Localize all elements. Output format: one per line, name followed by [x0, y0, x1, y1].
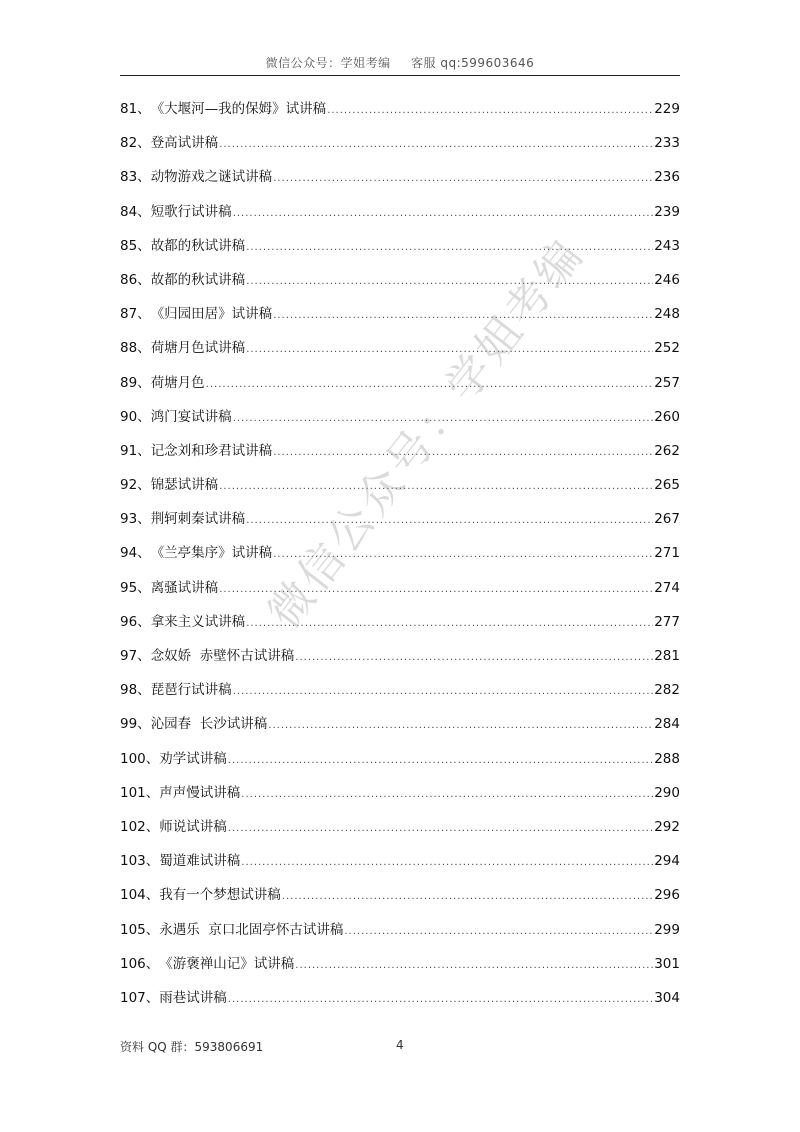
toc-entry-title: 《兰亭集序》试讲稿 [150, 545, 273, 562]
toc-entry-page: 282 [654, 682, 680, 699]
toc-entry-page: 301 [654, 955, 680, 972]
toc-entry-title: 蜀道难试讲稿 [159, 853, 241, 870]
toc-entry-number: 99、 [120, 716, 151, 733]
toc-entry-page: 288 [654, 750, 680, 767]
toc-entry-page: 239 [654, 203, 680, 220]
toc-entry-number: 88、 [120, 340, 151, 357]
toc-entry[interactable] [120, 644, 680, 678]
toc-entry[interactable] [120, 849, 680, 883]
toc-entry-page: 292 [654, 818, 680, 835]
toc-entry[interactable] [120, 302, 680, 336]
toc-entry-number: 84、 [120, 203, 151, 220]
toc-entry[interactable] [120, 883, 680, 917]
toc-entry-page: 277 [654, 613, 680, 630]
footer-page-number: 4 [396, 1038, 404, 1052]
toc-entry-number: 105、 [120, 921, 160, 938]
toc-entry[interactable] [120, 541, 680, 575]
toc-entry-page: 257 [654, 374, 680, 391]
toc-entry-number: 102、 [120, 818, 160, 835]
toc-entry-page: 290 [654, 784, 680, 801]
toc-dot-leader [295, 960, 653, 971]
toc-entry-title: 《游褒禅山记》试讲稿 [159, 955, 295, 972]
toc-entry[interactable] [120, 336, 680, 370]
toc-entry-title: 短歌行试讲稿 [150, 203, 232, 220]
toc-entry-title: 劝学试讲稿 [159, 750, 227, 767]
toc-dot-leader [241, 857, 653, 868]
toc-dot-leader [246, 242, 653, 253]
toc-entry-page: 299 [654, 921, 680, 938]
toc-entry-title: 锦瑟试讲稿 [150, 477, 219, 494]
toc-entry-title: 登高试讲稿 [150, 135, 219, 152]
toc-entry-title: 荷塘月色试讲稿 [150, 340, 246, 357]
toc-dot-leader [228, 994, 653, 1005]
toc-entry[interactable] [120, 576, 680, 610]
toc-entry-title: 《大堰河—我的保姆》试讲稿 [150, 101, 327, 117]
footer-qq-group: 资料 QQ 群：593806691 [120, 1040, 264, 1054]
toc-entry-page: 274 [654, 579, 680, 596]
toc-entry[interactable] [120, 200, 680, 234]
header-rule [120, 75, 680, 76]
toc-dot-leader [246, 276, 653, 287]
toc-entry[interactable] [120, 97, 680, 131]
toc-entry[interactable] [120, 131, 680, 165]
toc-entry-title: 荷塘月色 [150, 374, 205, 391]
toc-entry-number: 89、 [120, 374, 151, 391]
toc-entry-title: 故都的秋试讲稿 [150, 237, 246, 254]
toc-entry[interactable] [120, 952, 680, 986]
toc-entry-title: 动物游戏之谜试讲稿 [150, 169, 273, 186]
toc-entry-number: 94、 [120, 545, 151, 562]
toc-dot-leader [282, 891, 653, 902]
toc-entry-number: 92、 [120, 477, 151, 494]
toc-entry-number: 101、 [120, 784, 160, 801]
toc-entry-page: 284 [654, 716, 680, 733]
toc-entry-number: 86、 [120, 271, 151, 288]
toc-entry-number: 87、 [120, 306, 151, 323]
toc-entry[interactable] [120, 678, 680, 712]
toc-entry-number: 103、 [120, 853, 160, 870]
toc-dot-leader [273, 173, 653, 184]
toc-entry-title: 荆轲刺秦试讲稿 [150, 511, 246, 528]
toc-dot-leader [344, 926, 653, 937]
toc-entry-page: 260 [654, 408, 680, 425]
toc-dot-leader [233, 686, 654, 697]
toc-dot-leader [228, 755, 653, 766]
toc-entry-title: 永遇乐 京口北固亭怀古试讲稿 [159, 921, 344, 938]
toc-entry-page: 262 [654, 442, 680, 459]
toc-dot-leader [233, 208, 654, 219]
toc-dot-leader [327, 105, 653, 116]
toc-dot-leader [219, 481, 653, 492]
toc-entry-number: 100、 [120, 750, 160, 767]
toc-entry-page: 304 [654, 989, 680, 1006]
toc-entry-page: 294 [654, 853, 680, 870]
toc-entry-number: 96、 [120, 613, 151, 630]
toc-dot-leader [273, 310, 653, 321]
toc-entry-title: 我有一个梦想试讲稿 [159, 887, 281, 904]
toc-entry-number: 104、 [120, 887, 160, 904]
toc-entry[interactable] [120, 986, 680, 1020]
toc-dot-leader [268, 720, 653, 731]
toc-entry-number: 95、 [120, 579, 151, 596]
toc-entry[interactable] [120, 747, 680, 781]
toc-entry[interactable] [120, 507, 680, 541]
toc-dot-leader [219, 139, 653, 150]
toc-entry-number: 97、 [120, 648, 151, 664]
toc-entry-title: 记念刘和珍君试讲稿 [150, 442, 273, 459]
toc-entry-number: 98、 [120, 682, 151, 699]
toc-entry-page: 281 [654, 648, 680, 664]
toc-entry-number: 106、 [120, 955, 160, 972]
toc-entry-title: 离骚试讲稿 [150, 579, 219, 596]
toc-entry[interactable] [120, 234, 680, 268]
toc-entry-title: 《归园田居》试讲稿 [150, 306, 273, 323]
toc-entry[interactable] [120, 610, 680, 644]
toc-entry-page: 271 [654, 545, 680, 562]
table-of-contents [120, 97, 680, 1020]
toc-entry-page: 296 [654, 887, 680, 904]
page-header [0, 54, 800, 71]
toc-entry-title: 沁园春 长沙试讲稿 [150, 716, 268, 733]
header-service: 客服 qq:599603646 [411, 56, 535, 70]
toc-entry[interactable] [120, 371, 680, 405]
toc-dot-leader [228, 823, 653, 834]
toc-entry-title: 声声慢试讲稿 [159, 784, 241, 801]
toc-entry-number: 83、 [120, 169, 151, 186]
toc-entry-number: 107、 [120, 989, 160, 1006]
toc-entry-title: 雨巷试讲稿 [159, 989, 227, 1006]
toc-dot-leader [295, 652, 653, 663]
toc-entry-number: 90、 [120, 408, 151, 425]
header-account: 微信公众号：学姐考编 [265, 56, 391, 70]
toc-dot-leader [273, 447, 653, 458]
toc-entry[interactable] [120, 165, 680, 199]
toc-entry-title: 琵琶行试讲稿 [150, 682, 232, 699]
toc-entry-page: 243 [654, 237, 680, 254]
toc-entry[interactable] [120, 918, 680, 952]
toc-entry-page: 236 [654, 169, 680, 186]
toc-entry-page: 246 [654, 271, 680, 288]
toc-entry-number: 93、 [120, 511, 151, 528]
toc-entry-number: 91、 [120, 442, 151, 459]
toc-entry-page: 265 [654, 477, 680, 494]
toc-entry-number: 85、 [120, 237, 151, 254]
toc-entry-title: 师说试讲稿 [159, 818, 227, 835]
toc-entry-page: 267 [654, 511, 680, 528]
toc-entry-title: 鸿门宴试讲稿 [150, 408, 232, 425]
toc-entry-number: 81、 [120, 101, 151, 117]
watermark: 微信公众号：学姐考编 [258, 228, 595, 639]
toc-entry[interactable] [120, 268, 680, 302]
toc-entry[interactable] [120, 712, 680, 746]
toc-entry-title: 故都的秋试讲稿 [150, 271, 246, 288]
toc-entry-number: 82、 [120, 135, 151, 152]
toc-entry-page: 229 [654, 101, 680, 117]
toc-entry-page: 252 [654, 340, 680, 357]
toc-entry[interactable] [120, 815, 680, 849]
toc-entry[interactable] [120, 781, 680, 815]
toc-entry-title: 念奴娇 赤壁怀古试讲稿 [150, 648, 295, 664]
toc-dot-leader [241, 789, 653, 800]
toc-entry-page: 248 [654, 306, 680, 323]
toc-entry-page: 233 [654, 135, 680, 152]
toc-entry-title: 拿来主义试讲稿 [150, 613, 246, 630]
